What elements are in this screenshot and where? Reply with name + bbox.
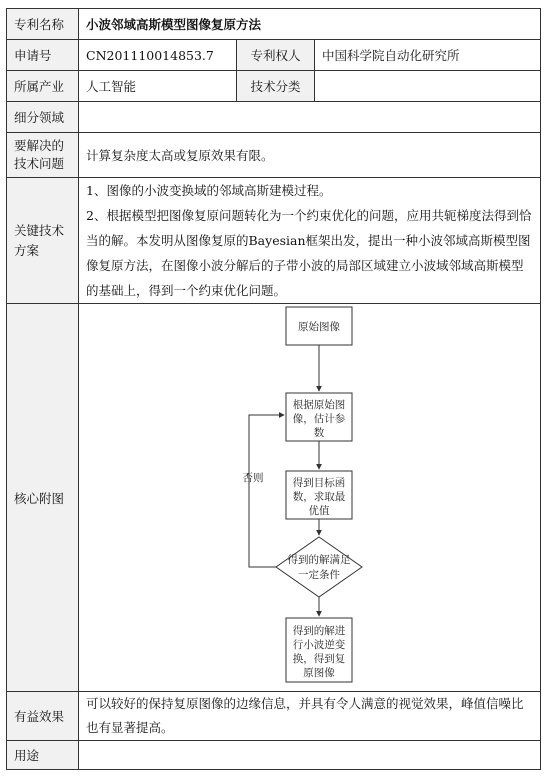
row-use bbox=[7, 741, 541, 770]
row-application bbox=[7, 40, 541, 71]
flow-node-objective-line1: 得到目标函 bbox=[292, 476, 346, 489]
subfield-value bbox=[79, 102, 541, 133]
solution-label-line2: 方案 bbox=[14, 242, 40, 258]
flow-node-inverse-line3: 换，得到复 bbox=[292, 652, 346, 665]
row-subfield bbox=[7, 102, 541, 133]
flow-node-estimate-params-line2: 像，估计参 bbox=[292, 412, 346, 425]
patent-name-value: 小波邻域高斯模型图像复原方法 bbox=[79, 9, 541, 40]
flow-node-objective-line2: 数，求取最 bbox=[292, 490, 346, 503]
figure-label: 核心附图 bbox=[7, 304, 79, 692]
flow-arrow-else-loop bbox=[249, 415, 284, 567]
solution-paragraph-2: 2、根据模型把图像复原问题转化为一个约束优化的问题，应用共轭梯度法得到恰当的解。本发明从图像复原的Bayesian框架出发，提出一种小波邻域高斯模型图像复原方法，在图像小波分解后的子带小波的局部区域建立小波域邻域高斯模型的基础上，得到一个约束优化问题。 bbox=[86, 208, 532, 298]
industry-label: 所属产业 bbox=[7, 71, 79, 102]
patent-owner-value: 中国科学院自动化研究所 bbox=[315, 40, 541, 71]
benefit-value: 可以较好的保持复原图像的边缘信息，并具有令人满意的视觉效果，峰值信噪比也有显著提高。 bbox=[79, 692, 541, 741]
flow-node-original-image-text: 原始图像 bbox=[298, 320, 340, 333]
flow-decision-line2: 一定条件 bbox=[298, 568, 340, 581]
solution-paragraph-1: 1、图像的小波变换域的邻域高斯建模过程。 bbox=[86, 183, 332, 198]
flow-node-estimate-params-line1: 根据原始图 bbox=[292, 398, 346, 411]
application-number-value: CN201110014853.7 bbox=[79, 40, 237, 71]
industry-value: 人工智能 bbox=[79, 71, 237, 102]
flow-node-inverse-line2: 行小波逆变 bbox=[292, 638, 346, 651]
use-value bbox=[79, 741, 541, 770]
patent-info-table bbox=[6, 8, 541, 770]
problem-label bbox=[7, 133, 79, 178]
application-number-label: 申请号 bbox=[7, 40, 79, 71]
problem-label-line1: 要解决的 bbox=[14, 138, 65, 153]
row-solution bbox=[7, 178, 541, 304]
flow-node-inverse-line1: 得到的解进 bbox=[292, 624, 346, 637]
patent-owner-label: 专利权人 bbox=[237, 40, 315, 71]
row-figure bbox=[7, 304, 541, 692]
tech-class-value bbox=[315, 71, 541, 102]
row-industry bbox=[7, 71, 541, 102]
figure-cell bbox=[79, 304, 541, 692]
flow-decision-line1: 得到的解满足 bbox=[287, 553, 351, 566]
flow-node-objective-line3: 优值 bbox=[308, 504, 330, 517]
flow-else-label: 否则 bbox=[242, 471, 264, 484]
flow-decision-condition bbox=[276, 537, 362, 597]
tech-class-label: 技术分类 bbox=[237, 71, 315, 102]
row-problem bbox=[7, 133, 541, 178]
problem-value: 计算复杂度太高或复原效果有限。 bbox=[79, 133, 541, 178]
patent-name-label: 专利名称 bbox=[7, 9, 79, 40]
flow-node-estimate-params-line3: 数 bbox=[313, 426, 325, 439]
solution-label bbox=[7, 178, 79, 304]
use-label: 用途 bbox=[7, 741, 79, 770]
problem-label-line2: 技术问题 bbox=[14, 156, 65, 171]
flow-node-inverse-line4: 原图像 bbox=[303, 666, 335, 679]
flowchart bbox=[79, 305, 539, 691]
flow-node-estimate-params bbox=[286, 393, 352, 441]
solution-value bbox=[79, 178, 541, 304]
benefit-label: 有益效果 bbox=[7, 692, 79, 741]
solution-label-line1: 关键技术 bbox=[14, 222, 65, 238]
subfield-label: 细分领域 bbox=[7, 102, 79, 133]
flow-node-original-image bbox=[286, 307, 352, 345]
flow-node-objective bbox=[286, 471, 352, 519]
row-benefit bbox=[7, 692, 541, 741]
row-patent-name bbox=[7, 9, 541, 40]
flow-node-inverse-transform bbox=[286, 618, 352, 682]
